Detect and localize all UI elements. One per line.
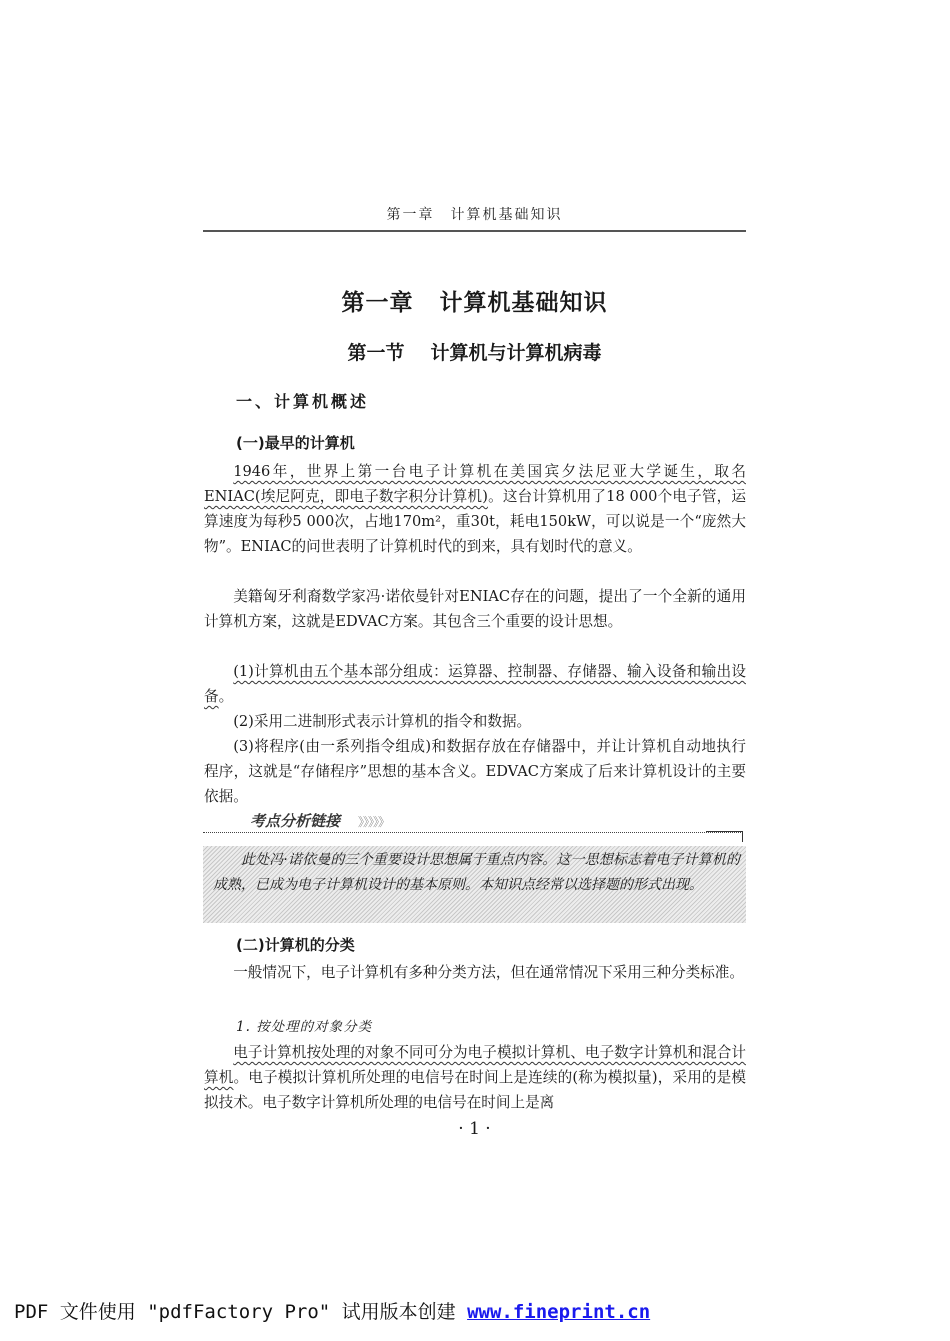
- subheading-earliest-computer: (一)最早的计算机: [236, 434, 355, 452]
- paragraph-design-idea-1: [204, 659, 746, 709]
- page-number: · 1 ·: [458, 1119, 491, 1139]
- section-number: 第一节: [347, 342, 405, 364]
- footer-link[interactable]: www.fineprint.cn: [467, 1301, 651, 1323]
- wavy-emphasis: 电子计算机按处理的对象不同可分为电子模拟计算机、电子数字计算机和混合计算机: [204, 1044, 746, 1086]
- paragraph-text: 。电子模拟计算机所处理的电信号在时间上是连续的(称为模拟量)，采用的是模拟技术。电子数字计算机所处理的电信号在时间上是离: [204, 1069, 746, 1111]
- paragraph-classification-by-object: [204, 1040, 746, 1115]
- pdf-watermark-footer: [14, 1297, 650, 1324]
- exam-note-text: 此处冯·诺依曼的三个重要设计思想属于重点内容。这一思想标志着电子计算机的成熟，已成为电子计算机设计的基本原则。本知识点经常以选择题的形式出现。: [213, 852, 740, 893]
- paragraph-design-idea-3: (3)将程序(由一系列指令组成)和数据存放在存储器中，并让计算机自动地执行程序，这就是“存储程序”思想的基本含义。EDVAC方案成了后来计算机设计的主要依据。: [204, 738, 746, 805]
- chapter-title: [203, 284, 746, 317]
- exam-note-box: [203, 846, 746, 923]
- paragraph-design-idea-2: (2)采用二进制形式表示计算机的指令和数据。: [233, 713, 532, 730]
- paragraph-von-neumann: 美籍匈牙利裔数学家冯·诺依曼针对ENIAC存在的问题，提出了一个全新的通用计算机方案，这就是EDVAC方案。其包含三个重要的设计思想。: [204, 588, 746, 630]
- chapter-number: 第一章: [341, 290, 414, 316]
- divider-end-bracket: [706, 831, 743, 842]
- running-header: 第一章 计算机基础知识: [386, 207, 563, 223]
- paragraph-text: 。这台计算机用了18 000个电子管，运算速度为每秒5 000次，占地170m²，重30t，耗电150kW，可以说是一个“庞然大物”。ENIAC的问世表明了计算机时代的到来，具有划时代的意义。: [204, 488, 746, 555]
- section-name: 计算机与计算机病毒: [430, 342, 602, 364]
- section-title: [203, 338, 746, 365]
- wavy-emphasis: 1946年，世界上第一台电子计算机在美国宾夕法尼亚大学诞生，取名ENIAC(埃尼阿克，即电子数字积分计算机): [204, 463, 746, 505]
- header-rule: [203, 230, 746, 232]
- paragraph-text: 。: [218, 688, 234, 705]
- item-heading-by-object: 1. 按处理的对象分类: [236, 1019, 373, 1035]
- footer-text: PDF 文件使用 "pdfFactory Pro" 试用版本创建: [14, 1301, 468, 1323]
- paragraph-eniac: [204, 459, 746, 559]
- heading-computer-overview: 一、计算机概述: [236, 392, 370, 411]
- chapter-name: 计算机基础知识: [439, 290, 608, 316]
- double-chevron-icon: 》》》》》: [358, 815, 390, 829]
- wavy-emphasis: (1)计算机由五个基本部分组成：运算器、控制器、存储器、输入设备和输出设备: [204, 663, 746, 705]
- subheading-classification: (二)计算机的分类: [236, 936, 355, 954]
- dotted-divider: [203, 832, 741, 833]
- exam-analysis-label: 考点分析链接: [250, 812, 341, 830]
- paragraph-classification-intro: 一般情况下，电子计算机有多种分类方法，但在通常情况下采用三种分类标准。: [233, 964, 744, 981]
